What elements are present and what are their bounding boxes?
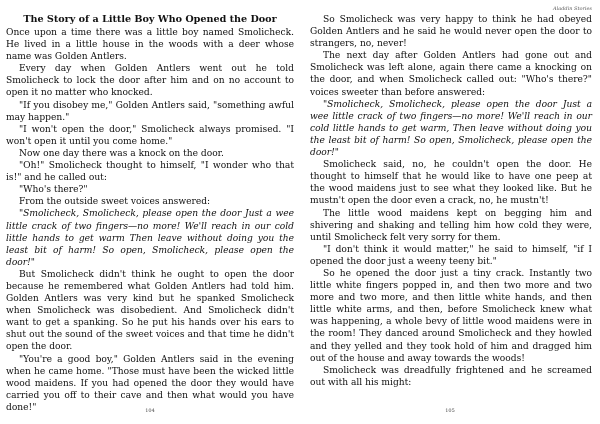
paragraph: Once upon a time there was a little boy named Smolicheck. He lived in a little house in the woods with a deer whose name was Golden Antlers.	[6, 28, 294, 63]
paragraph: Every day when Golden Antlers went out he told Smolicheck to lock the door after him and on no account to open it no matter who knocked.	[6, 64, 294, 99]
paragraph: The next day after Golden Antlers had gone out and Smolicheck was left alone, again there came a knocking on the door, and when Smolicheck called out: "Who's there?" voices sweeter than before answered:	[310, 51, 592, 98]
paragraph: "Smolicheck, Smolicheck, please open the door Just a wee little crack of two fingers—no more! We'll reach in our cold little hands to get warm, Then leave without doing you the least bit of harm! So open, Smolicheck, please open the door!"	[310, 99, 592, 159]
paragraph: The little wood maidens kept on begging him and shivering and shaking and telling him how cold they were, until Smolicheck felt very sorry for them.	[310, 208, 592, 243]
paragraph: "I won't open the door," Smolicheck always promised. "I won't open it until you come home."	[6, 124, 294, 147]
paragraph: "I don't think it would matter," he said to himself, "if I opened the door just a weeny teeny bit."	[310, 244, 592, 267]
paragraph: "Oh!" Smolicheck thought to himself, "I wonder who that is!" and he called out:	[6, 161, 294, 184]
right-page	[300, 0, 600, 424]
story-title: The Story of a Little Boy Who Opened the Door	[23, 14, 277, 25]
left-page-body	[6, 27, 294, 414]
paragraph: So he opened the door just a tiny crack. Instantly two little white fingers popped in, and then two more and two more and two more, and then little white hands, and then little white arms, and then, before Smolicheck knew what was happening, a whole bevy of little wood maidens were in the room! They danced around Smolicheck and they howled and they yelled and they took hold of him and dragged him out of the house and away towards the woods!	[310, 268, 592, 364]
paragraph: From the outside sweet voices answered:	[19, 197, 211, 208]
paragraph: "Who's there?"	[19, 185, 88, 196]
paragraph: But Smolicheck didn't think he ought to open the door because he remembered what Golden Antlers had told him. Golden Antlers was very kind but he spanked Smolicheck when Smolicheck was disobedient. And Smolicheck didn't want to get a spanking. So he put his hands over his ears to shut out the sound of the sweet voices and that time he didn't open the door.	[6, 269, 294, 353]
paragraph: Now one day there was a knock on the door.	[19, 148, 224, 159]
paragraph: "If you disobey me," Golden Antlers said, "something awful may happen."	[6, 100, 294, 123]
right-page-body	[310, 14, 592, 389]
paragraph: "Smolicheck, Smolicheck, please open the door Just a wee little crack of two fingers—no more! We'll reach in our cold little hands to get warm Then leave without doing you the least bit of harm! So open, Smolicheck, please open the door!"	[6, 209, 294, 268]
running-head: Aladdin Stories	[553, 6, 592, 12]
paragraph: So Smolicheck was very happy to think he had obeyed Golden Antlers and he said he would never open the door to strangers, no, never!	[310, 15, 592, 50]
paragraph: Smolicheck was dreadfully frightened and he screamed out with all his might:	[310, 365, 592, 388]
paragraph: "You're a good boy," Golden Antlers said in the evening when he came home. "Those must have been the wicked little wood maidens. If you had opened the door they would have carried you off to their cave and then what would you have done!"	[6, 354, 294, 413]
right-page-number: 105	[445, 408, 455, 414]
paragraph: Smolicheck said, no, he couldn't open the door. He thought to himself that he would like to have one peep at the wood maidens just to see what they looked like. But he mustn't open the door even a crack, no, he mustn't!	[310, 160, 592, 207]
left-page-number: 104	[145, 408, 155, 414]
